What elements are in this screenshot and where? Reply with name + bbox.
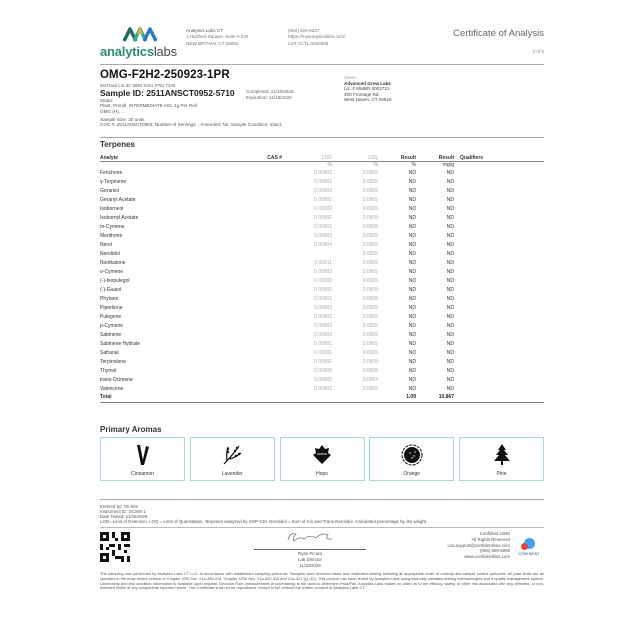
lims-info: Confident LIMS All Rights Reserved coa.support@confidentlims.com (866) 506-5866 www.confidentlims.com <box>447 531 510 559</box>
instrument-id: Instrument ID: GCMS-1 <box>100 508 146 514</box>
qualifiers <box>454 267 544 276</box>
aroma-pine: Pine <box>459 437 544 481</box>
lod-value: 0.00003 <box>313 268 332 275</box>
lod-value: 0.00002 <box>313 295 332 302</box>
cinnamon-icon <box>132 443 154 467</box>
analyte-name: Isoborneol <box>100 205 124 212</box>
qualifiers <box>454 213 544 222</box>
col-lod: LOD <box>282 151 332 161</box>
result-mgg: ND <box>446 376 454 383</box>
loq-value: 0.0005 <box>362 178 378 185</box>
result-mgg: ND <box>446 358 454 365</box>
table-row <box>100 231 544 240</box>
lims-website[interactable]: www.confidentlims.com <box>464 553 510 559</box>
table-row <box>100 384 544 393</box>
analyte-name: m-Cymene <box>100 223 125 230</box>
sample-divider <box>100 137 544 138</box>
result-mgg: ND <box>446 178 454 185</box>
table-row <box>100 204 544 213</box>
qualifiers <box>454 285 544 294</box>
footnotes: LOD= Limit of Detection, LOQ = Limit of Quantitation. Terpenes analyzed by SOP-010. Nerolidol = Sum of Cis and Trans-Nerolidol. Calculated percentage by dry weight <box>100 519 427 525</box>
result-mgg: ND <box>446 259 454 266</box>
table-row <box>100 312 544 321</box>
analyte-name: Phytane <box>100 295 119 302</box>
cas-number <box>248 312 282 321</box>
cas-number <box>248 330 282 339</box>
analyte-name: Nerol <box>100 241 112 248</box>
qualifiers <box>454 303 544 312</box>
loq-value: 0.0005 <box>362 250 378 257</box>
qualifiers <box>454 231 544 240</box>
orange-icon <box>401 443 423 467</box>
table-row <box>100 177 544 186</box>
lod-value: 0.00004 <box>313 241 332 248</box>
analyte-name: Nerolidol <box>100 250 120 257</box>
qualifiers <box>454 204 544 213</box>
loq-value: 0.0005 <box>362 259 378 266</box>
page-number: 3 of 5 <box>532 49 544 54</box>
logo-mountain-icon <box>122 26 160 42</box>
qr-code-icon[interactable] <box>100 532 130 562</box>
lod-value: 0.00005 <box>313 367 332 374</box>
table-row <box>100 330 544 339</box>
qualifiers <box>454 321 544 330</box>
loq-value: 0.0005 <box>362 286 378 293</box>
table-row <box>100 375 544 384</box>
result-percent: ND <box>408 205 416 212</box>
result-percent: ND <box>408 322 416 329</box>
lab-address: Analytics Labs CT 1 Hartford Square, Suite # 230 NEW BRITAIN, CT 06052 <box>186 28 249 46</box>
table-row <box>100 240 544 249</box>
cas-number <box>248 348 282 357</box>
entered-by: Entered by: TE-002 <box>100 503 138 509</box>
lod-value: 0.00005 <box>313 376 332 383</box>
analytics-labs-logo <box>100 26 180 62</box>
result-mgg: ND <box>446 205 454 212</box>
cas-number <box>248 285 282 294</box>
qualifiers <box>454 195 544 204</box>
result-mgg: ND <box>446 331 454 338</box>
analyte-name: Thymol <box>100 367 117 374</box>
aroma-cinnamon: Cinnamon <box>100 437 185 481</box>
loq-value: 0.0005 <box>362 205 378 212</box>
cas-number <box>248 249 282 258</box>
cas-number <box>248 375 282 384</box>
lod-value: 0.00002 <box>313 277 332 284</box>
result-percent: ND <box>408 286 416 293</box>
qualifiers <box>454 330 544 339</box>
lod-value <box>282 249 332 258</box>
cas-number <box>248 204 282 213</box>
result-percent: ND <box>408 277 416 284</box>
total-label: Total <box>100 393 248 402</box>
loq-value: 0.0005 <box>362 331 378 338</box>
date-tested: Date Tested: 11/16/2025 <box>100 513 148 519</box>
document-header <box>100 24 544 64</box>
col-cas: CAS # <box>248 151 282 161</box>
analyte-name: Nootkatone <box>100 259 126 266</box>
aromas-title: Primary Aromas <box>100 424 162 434</box>
loq-value: 0.0005 <box>362 385 378 392</box>
sample-dates <box>246 89 293 101</box>
analyte-name: Valencene <box>100 385 124 392</box>
cas-number <box>248 186 282 195</box>
col-result-mgg: Result <box>416 151 454 161</box>
aroma-orange: Orange <box>369 437 454 481</box>
terpenes-title: Terpenes <box>100 140 135 149</box>
table-row <box>100 366 544 375</box>
qualifiers <box>454 366 544 375</box>
lod-value: 0.00002 <box>313 385 332 392</box>
qualifiers <box>454 177 544 186</box>
loq-value: 0.0005 <box>362 295 378 302</box>
aroma-hops: Hops <box>280 437 365 481</box>
lod-value: 0.00002 <box>313 196 332 203</box>
result-percent: ND <box>408 304 416 311</box>
result-percent: ND <box>408 268 416 275</box>
analyte-name: Safranal <box>100 349 119 356</box>
cas-number <box>248 384 282 393</box>
result-percent: ND <box>408 385 416 392</box>
analyte-name: Sabinene <box>100 331 122 338</box>
result-percent: ND <box>408 313 416 320</box>
loq-value: 0.0005 <box>362 358 378 365</box>
result-mgg: ND <box>446 340 454 347</box>
loq-value: 0.0004 <box>362 376 378 383</box>
table-row <box>100 294 544 303</box>
loq-value: 0.0005 <box>362 277 378 284</box>
lod-value: 0.00001 <box>313 349 332 356</box>
cas-number <box>248 366 282 375</box>
sample-title: OMG-F2H2-250923-1PR <box>100 69 230 81</box>
sample-id: Sample ID: 2511ANSCT0952-5710 <box>100 88 235 98</box>
cas-number <box>248 240 282 249</box>
client-name: Advanced Grow Labs <box>344 80 391 86</box>
lavender-icon <box>221 443 243 467</box>
analyte-name: (-)-Isopulegol <box>100 277 130 284</box>
result-mgg: ND <box>446 322 454 329</box>
cas-number <box>248 357 282 366</box>
cas-number <box>248 258 282 267</box>
result-mgg: ND <box>446 169 454 176</box>
table-row <box>100 222 544 231</box>
coc-info: COC #: 2511ANSCT0952; Number of Servings: ; Amended: No; Sample Condition: Intact; <box>100 122 283 128</box>
hops-icon <box>311 443 333 467</box>
cas-number <box>248 222 282 231</box>
analyte-name: Pulegone <box>100 313 122 320</box>
cas-number <box>248 177 282 186</box>
result-percent: ND <box>408 196 416 203</box>
table-row <box>100 186 544 195</box>
loq-value: 0.0005 <box>362 340 378 347</box>
qualifiers <box>454 276 544 285</box>
table-row <box>100 303 544 312</box>
qualifiers <box>454 339 544 348</box>
header-divider <box>100 64 544 65</box>
strain-info: Strain: Plant, Preroll, INTERMEDIATE AGL 1g Pre Roll OMG (H), .. <box>100 98 197 114</box>
analyte-name: Geranyl Acetate <box>100 196 136 203</box>
lims-email[interactable]: coa.support@confidentlims.com <box>447 542 510 548</box>
lod-value: 0.00001 <box>313 340 332 347</box>
total-mgg: 10.867 <box>416 393 454 402</box>
cas-number <box>248 213 282 222</box>
qualifiers <box>454 294 544 303</box>
result-percent: ND <box>408 250 416 257</box>
result-mgg: ND <box>446 187 454 194</box>
loq-value: 0.0005 <box>362 241 378 248</box>
result-percent: ND <box>408 232 416 239</box>
table-row <box>100 168 544 177</box>
expiration-date: Expiration: 11/18/2026 <box>246 95 292 100</box>
result-mgg: ND <box>446 250 454 257</box>
loq-value: 0.0005 <box>362 169 378 176</box>
loq-value: 0.0005 <box>362 196 378 203</box>
col-loq: LOQ <box>332 151 378 161</box>
qualifiers <box>454 258 544 267</box>
footer-divider <box>100 499 544 500</box>
table-row <box>100 339 544 348</box>
result-percent: ND <box>408 376 416 383</box>
lod-value: 0.00003 <box>313 232 332 239</box>
loq-value: 0.0005 <box>362 232 378 239</box>
loq-value: 0.0005 <box>362 313 378 320</box>
lod-value: 0.00002 <box>313 214 332 221</box>
qualifiers <box>454 357 544 366</box>
result-percent: ND <box>408 358 416 365</box>
result-percent: ND <box>408 331 416 338</box>
cas-number <box>248 276 282 285</box>
result-percent: ND <box>408 187 416 194</box>
qualifiers <box>454 312 544 321</box>
signature-row <box>100 528 544 568</box>
aromas-grid <box>100 437 544 481</box>
analyte-name: Terpinolene <box>100 358 126 365</box>
cas-number <box>248 339 282 348</box>
analyte-name: o-Cymene <box>100 268 124 275</box>
result-percent: ND <box>408 178 416 185</box>
lab-director-signature: Ryan Picard Lab Director 11/18/2025 <box>240 530 380 568</box>
result-mgg: ND <box>446 313 454 320</box>
cas-number <box>248 321 282 330</box>
table-row <box>100 258 544 267</box>
table-row <box>100 285 544 294</box>
loq-value: 0.0005 <box>362 187 378 194</box>
analyte-name: trans-Ocimene <box>100 376 133 383</box>
result-percent: ND <box>408 367 416 374</box>
result-mgg: ND <box>446 214 454 221</box>
analyte-name: Sabinene Hydrate <box>100 340 141 347</box>
lod-value: 0.00003 <box>313 322 332 329</box>
col-analyte: Analyte <box>100 151 248 161</box>
loq-value: 0.0005 <box>362 349 378 356</box>
lod-value: 0.00003 <box>313 304 332 311</box>
analyte-name: Geraniol <box>100 187 119 194</box>
result-percent: ND <box>408 340 416 347</box>
analyte-name: Isobornyl Acetate <box>100 214 139 221</box>
lod-value: 0.00002 <box>313 169 332 176</box>
result-mgg: ND <box>446 196 454 203</box>
cas-number <box>248 294 282 303</box>
result-mgg: ND <box>446 367 454 374</box>
col-result-pct: Result <box>378 151 416 161</box>
result-percent: ND <box>408 169 416 176</box>
test-metadata <box>100 504 544 525</box>
pine-icon <box>491 443 513 467</box>
qualifiers <box>454 168 544 177</box>
table-row <box>100 348 544 357</box>
sample-info <box>100 67 544 137</box>
table-row <box>100 249 544 258</box>
confident-lims-logo: CONFIDENT <box>516 538 542 560</box>
result-percent: ND <box>408 223 416 230</box>
cas-number <box>248 231 282 240</box>
analyte-name: Fenchone <box>100 169 123 176</box>
qualifiers <box>454 222 544 231</box>
table-row <box>100 357 544 366</box>
result-mgg: ND <box>446 385 454 392</box>
aroma-lavender: Lavender <box>190 437 275 481</box>
qualifiers <box>454 375 544 384</box>
result-percent: ND <box>408 349 416 356</box>
table-row <box>100 276 544 285</box>
lod-value: 0.00002 <box>313 358 332 365</box>
lod-value: 0.00003 <box>313 331 332 338</box>
qualifiers <box>454 249 544 258</box>
cas-number <box>248 267 282 276</box>
lod-value: 0.00002 <box>313 313 332 320</box>
client-info: Client Advanced Grow Labs Lic. # MMBR.0002721 400 Frontage Rd West Haven, CT 06516 <box>344 75 392 103</box>
result-percent: ND <box>408 214 416 221</box>
loq-value: 0.0005 <box>362 214 378 221</box>
loq-value: 0.0005 <box>362 322 378 329</box>
loq-value: 0.0005 <box>362 268 378 275</box>
loq-value: 0.0005 <box>362 223 378 230</box>
lod-value: 0.00002 <box>313 178 332 185</box>
cas-number <box>248 303 282 312</box>
result-mgg: ND <box>446 277 454 284</box>
total-row <box>100 393 544 402</box>
lod-value: 0.00006 <box>313 286 332 293</box>
lab-contact: (860) 925-5227 https://myanalyticslabs.com/ Lic# ACTL.0000005 <box>288 28 346 46</box>
certificate-page <box>100 24 544 591</box>
result-percent: ND <box>408 295 416 302</box>
qualifiers <box>454 240 544 249</box>
result-mgg: ND <box>446 304 454 311</box>
table-header <box>100 151 544 161</box>
document-title: Certificate of Analysis <box>453 28 544 39</box>
result-mgg: ND <box>446 286 454 293</box>
analyte-name: Piperitone <box>100 304 123 311</box>
result-mgg: ND <box>446 295 454 302</box>
sample-size: Sample Size: 20 units COC #: 2511ANSCT0952; Number of Servings: ; Amended: No; Sample Condition: Intact; <box>100 117 283 128</box>
result-percent: ND <box>408 241 416 248</box>
table-row <box>100 321 544 330</box>
col-qualifiers: Qualifiers <box>454 151 544 161</box>
analyte-name: γ-Terpinene <box>100 178 127 185</box>
qualifiers <box>454 348 544 357</box>
terpenes-table <box>100 151 544 403</box>
completed-date: Completed: 11/18/2025 <box>246 89 294 94</box>
total-percent: 1.09 <box>378 393 416 402</box>
result-mgg: ND <box>446 232 454 239</box>
loq-value: 0.0005 <box>362 367 378 374</box>
disclaimer: The sampling was performed by Analytics Labs CT LLC, in accordance with established sampling protocols. Samples were received intact and underwent testing following all appropriate chain of custody and sample control protocols. All pass limits are as specified in the most recent version of Chapter 420f Sec. 21a-408-414, Chapter 420h Sec. 21a-420-419 and 21a-421 §(1-40). This product has been tested by Analytics Labs using internally validated testing methodologies and a quality management system. Uncertainty and test condition information is available upon request. Decision Rule (measurement of uncertainty) is not used to determine Pass/Fail. Analytics Labs makes no claim as to the efficacy, safety, or other risk associated with any detected, or non-detected levels of any compounds reported herein. This Certificate shall not be reproduced, except in full, without the written consent of Analytics Labs CT. <box>100 571 544 591</box>
analyte-name: Menthone <box>100 232 123 239</box>
signature-icon <box>280 530 340 544</box>
analyte-name: p-Cymene <box>100 322 124 329</box>
biotrack-lot-id: BioTrack Lot ID: 6584 9161 9791 7236 <box>100 83 176 88</box>
loq-value: 0.0005 <box>362 304 378 311</box>
qualifiers <box>454 186 544 195</box>
units-row: % % % mg/g <box>327 161 454 168</box>
analyte-name: (-)-Guaiol <box>100 286 122 293</box>
result-mgg: ND <box>446 349 454 356</box>
table-row <box>100 195 544 204</box>
table-row <box>100 267 544 276</box>
logo-wordmark: analyticslabs <box>100 44 177 59</box>
cas-number <box>248 168 282 177</box>
lod-value: 0.00011 <box>314 259 332 266</box>
result-mgg: ND <box>446 223 454 230</box>
lod-value: 0.00002 <box>313 205 332 212</box>
lod-value: 0.00002 <box>313 223 332 230</box>
result-percent: ND <box>408 259 416 266</box>
result-mgg: ND <box>446 241 454 248</box>
table-row <box>100 213 544 222</box>
cas-number <box>248 195 282 204</box>
lod-value: 0.00003 <box>313 187 332 194</box>
result-mgg: ND <box>446 268 454 275</box>
qualifiers <box>454 384 544 393</box>
